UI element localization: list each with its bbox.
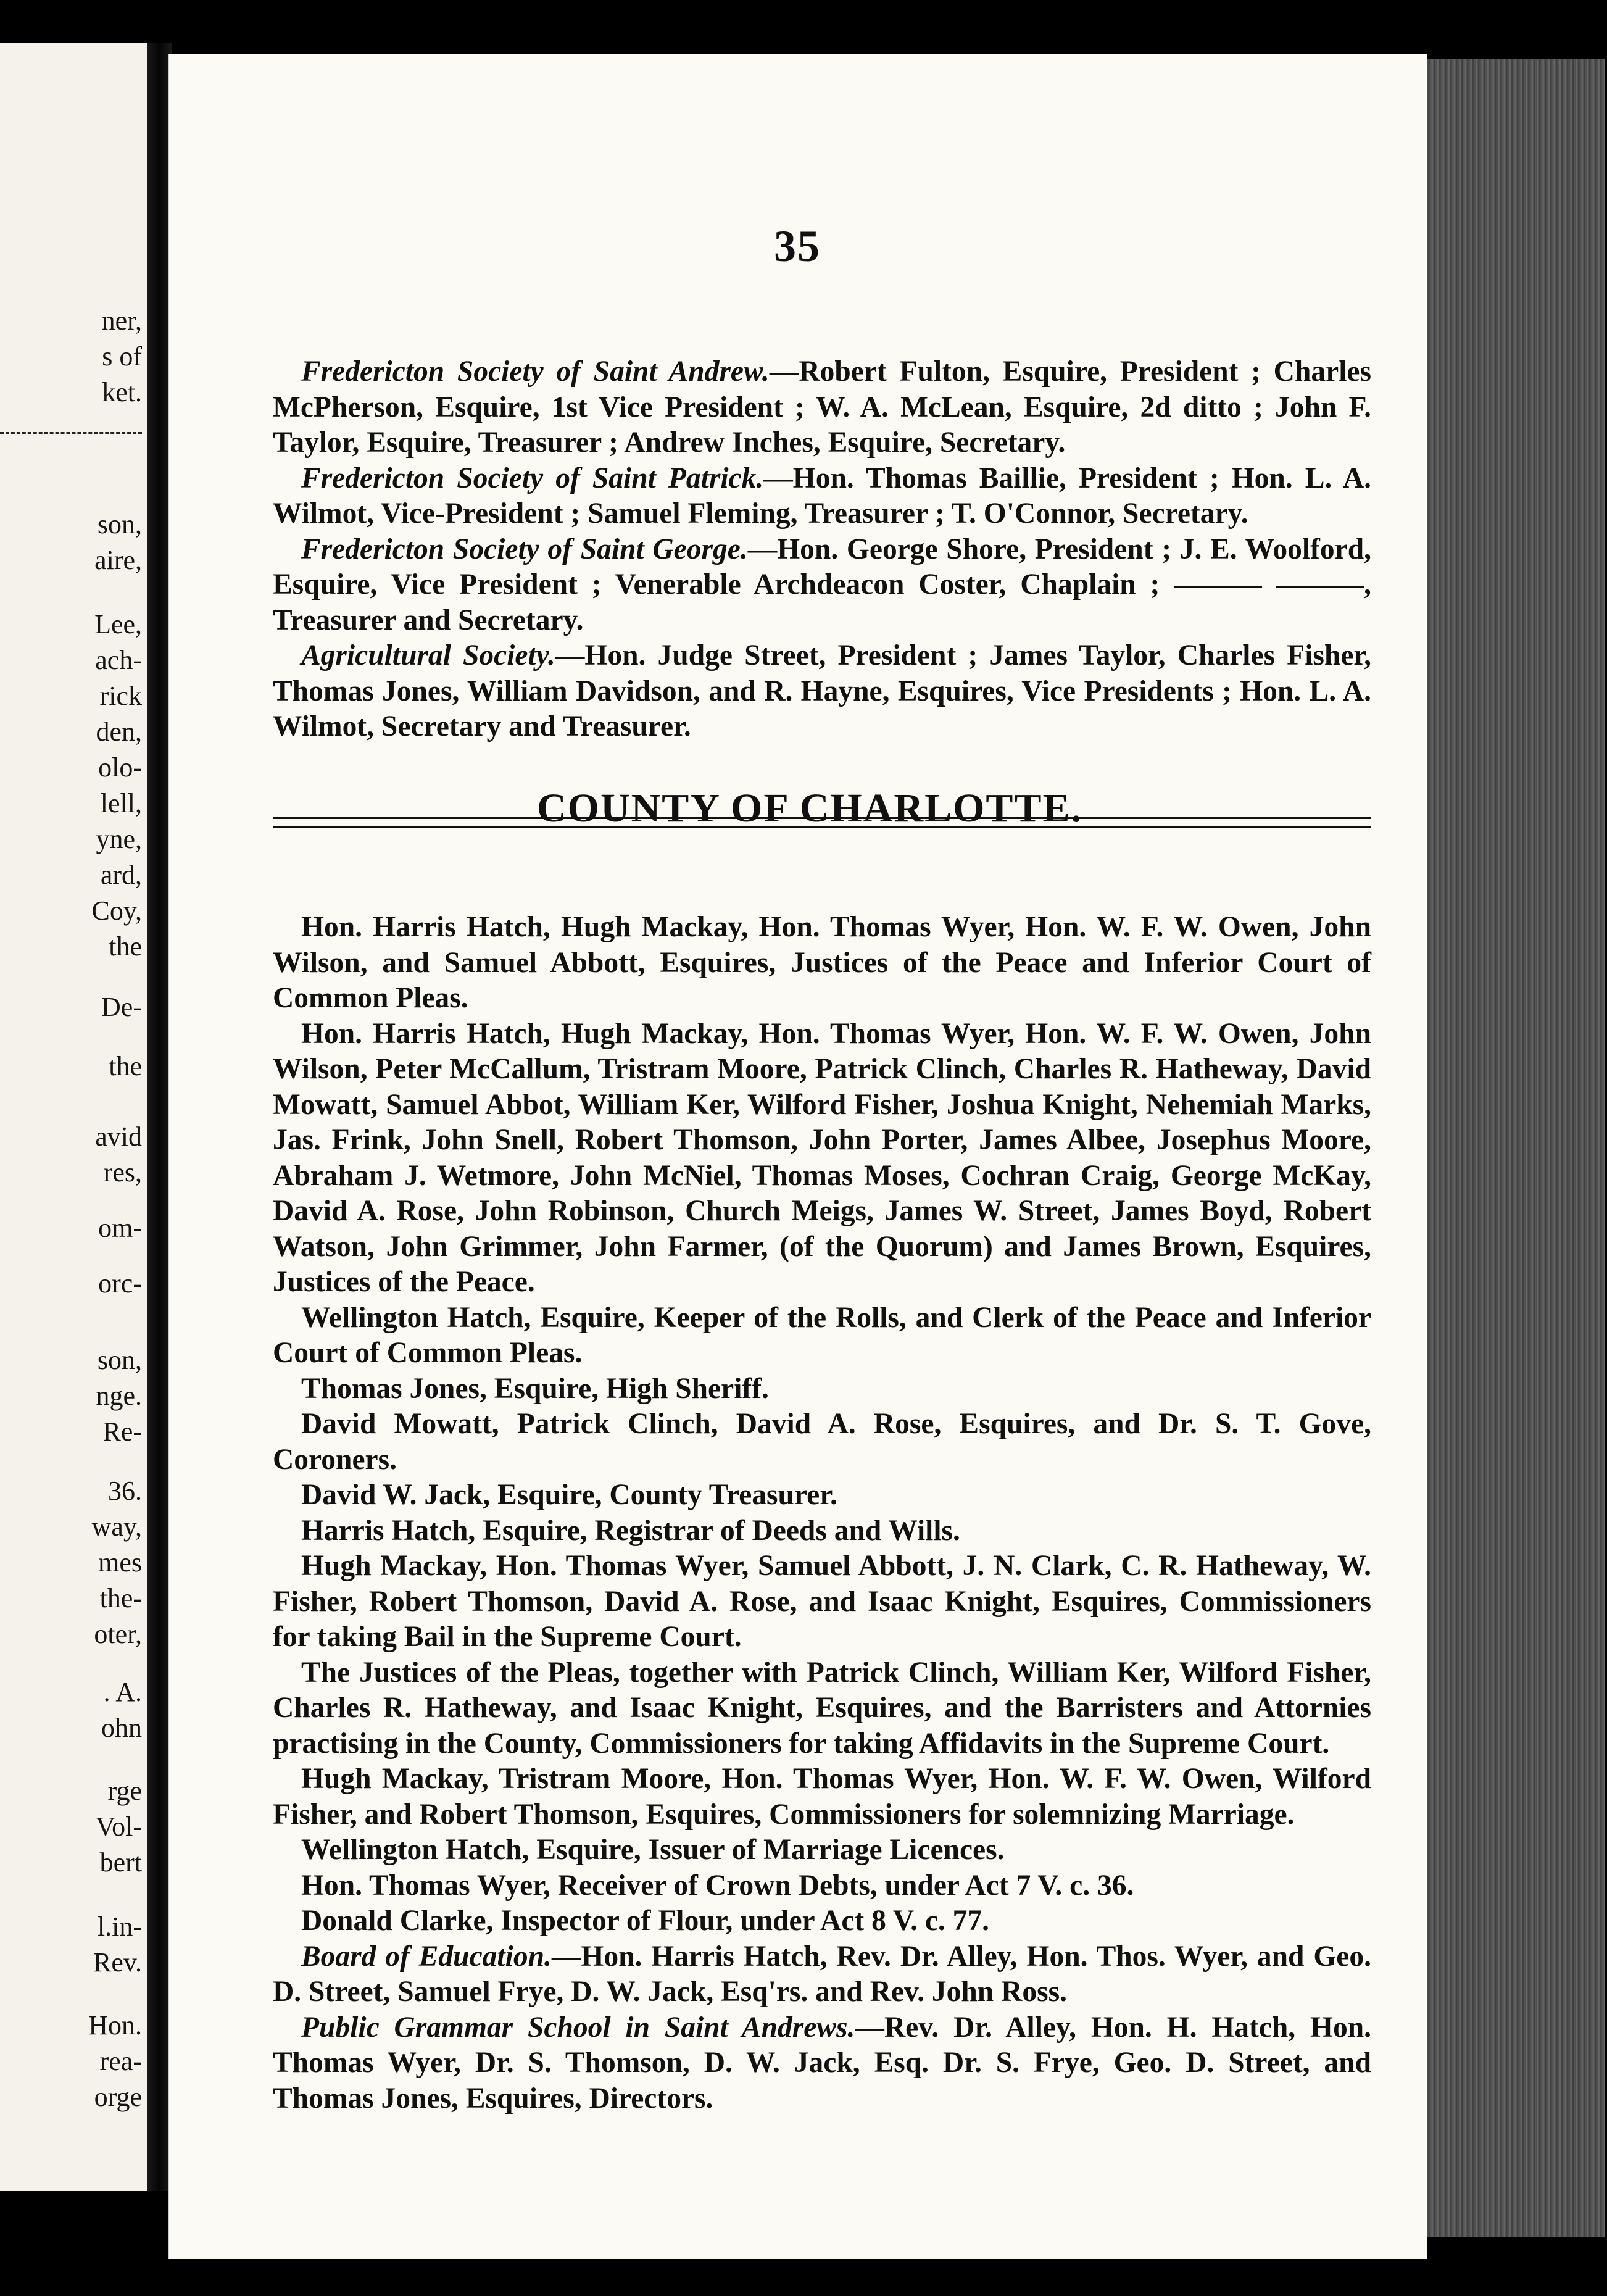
paragraph [273,910,1371,1017]
left-page-fragment: res, [103,1157,142,1188]
left-page-fragment: rge [107,1776,142,1806]
left-page-fragment: rick [99,681,142,711]
paragraph [273,1832,1371,1868]
left-page-fragment: s of [102,341,142,372]
paragraph-text: —Hon. Harris Hatch, Rev. Dr. Alley, Hon. Thos. Wyer, and Geo. D. Street, Samuel Frye, D. W. Jack, Esq'rs. and Rev. John Ross. [273,1940,1371,2008]
paragraph-text: Wellington Hatch, Esquire, Keeper of the Rolls, and Clerk of the Peace and Inferior Court of Common Pleas. [273,1301,1371,1369]
paragraph-text: —Robert Fulton, Esquire, President ; Charles McPherson, Esquire, 1st Vice President ; W. A. McLean, Esquire, 2d ditto ; John F. Taylor, Esquire, Treasurer ; Andrew Inches, Esquire, Secretary. [273,356,1371,459]
left-page-fragment: yne, [96,824,142,854]
left-page-fragment: son, [97,1345,142,1375]
left-page-fragment: den, [96,717,142,747]
paragraph-heading: Agricultural Society. [301,639,555,672]
paragraph [273,1549,1371,1655]
paragraph-heading: Public Grammar School in Saint Andrews. [301,2011,855,2044]
paragraph-heading: Fredericton Society of Saint Andrew. [301,356,770,388]
left-page-fragment: rea- [99,2046,142,2076]
paragraph [273,2010,1371,2117]
left-page-fragment: l.in- [97,1911,142,1942]
left-page-fragment: way, [91,1512,142,1542]
paragraph-heading: Fredericton Society of Saint George. [301,533,748,565]
paragraph [273,1513,1371,1549]
societies-block [273,354,1371,745]
paragraph-text: —Hon. Thomas Baillie, President ; Hon. L. A. Wilmot, Vice-President ; Samuel Fleming, Treasurer ; T. O'Connor, Secretary. [273,462,1372,530]
page-edges [1419,59,1605,2237]
paragraph-text: Thomas Jones, Esquire, High Sheriff. [301,1372,769,1405]
left-page-fragment: orge [94,2082,142,2112]
paragraph-text: The Justices of the Pleas, together with Patrick Clinch, William Ker, Wilford Fisher, Charles R. Hatheway, and Isaac Knight, Esquires, and the Barristers and Attornies practising in the County, Commissioners for taking Affidavits in the Supreme Court. [273,1656,1371,1760]
paragraph-text: Wellington Hatch, Esquire, Issuer of Marriage Licences. [301,1834,1005,1866]
paragraph [273,1407,1371,1478]
section-heading: COUNTY OF CHARLOTTE. [536,786,1082,831]
paragraph [273,461,1371,532]
paragraph [273,354,1371,461]
paragraph-heading: Fredericton Society of Saint Patrick. [301,462,764,494]
paragraph [273,1371,1371,1407]
paragraph-text: Hugh Mackay, Tristram Moore, Hon. Thomas Wyer, Hon. W. F. W. Owen, Wilford Fisher, and Robert Thomson, Esquires, Commissioners for solemnizing Marriage. [273,1763,1371,1831]
paragraph [273,638,1371,745]
left-page-fragment: Rev. [93,1947,142,1978]
left-page-fragment: ket. [102,377,142,407]
paragraph-text: Hon. Thomas Wyer, Receiver of Crown Debts, under Act 7 V. c. 36. [301,1869,1134,1902]
paragraph-text: David W. Jack, Esquire, County Treasurer. [301,1479,837,1511]
page-number: 35 [774,222,821,271]
paragraph [273,532,1371,639]
left-page-fragment: the [109,1051,142,1081]
paragraph [273,1762,1371,1832]
paragraph-text: —Rev. Dr. Alley, Hon. H. Hatch, Hon. Thomas Wyer, Dr. S. Thomson, D. W. Jack, Esq. Dr. S. Frye, Geo. D. Street, and Thomas Jones, Esquires, Directors. [273,2011,1371,2115]
left-page-fragment: the- [99,1583,142,1613]
paragraph [273,1939,1371,2010]
left-page-fragment: olo- [98,752,142,783]
paragraph-text: —Hon. George Shore, President ; J. E. Woolford, Esquire, Vice President ; Venerable Archdeacon Coster, Chaplain ; ——— ———, Treasurer and Secretary. [273,533,1371,636]
paragraph [273,1478,1371,1513]
left-page-fragment: ner, [101,306,142,336]
paragraph-text: Donald Clarke, Inspector of Flour, under Act 8 V. c. 77. [301,1905,990,1937]
left-page-fragment: . A. [103,1677,142,1707]
left-page-fragment: ard, [100,860,142,890]
left-page-fragment: avid [95,1121,142,1152]
paragraph-text: Hugh Mackay, Hon. Thomas Wyer, Samuel Abbott, J. N. Clark, C. R. Hatheway, W. Fisher, Robert Thomson, David A. Rose, and Isaac Knight, Esquires, Commissioners for taking Bail in the Supreme Court. [273,1550,1371,1653]
paragraph [273,1017,1371,1300]
left-page-fragment: lell, [100,788,142,818]
left-page-fragment: Coy, [91,896,142,926]
paragraph-text: Hon. Harris Hatch, Hugh Mackay, Hon. Thomas Wyer, Hon. W. F. W. Owen, John Wilson, and Samuel Abbott, Esquires, Justices of the Peace and Inferior Court of Common Pleas. [273,911,1371,1014]
left-page-fragment: ohn [101,1713,142,1743]
left-page-fragment: 36. [108,1476,142,1506]
left-page-rule [0,432,142,438]
county-block [273,910,1371,2116]
left-page-fragment: om- [98,1213,142,1243]
left-page-fragment: the [109,931,142,962]
left-page-fragment: mes [98,1547,142,1578]
left-page-fragment: nge. [96,1381,142,1411]
paragraph [273,1655,1371,1762]
paragraph [273,1300,1371,1371]
left-page-fragment: Re- [102,1416,142,1447]
paragraph [273,1868,1371,1904]
paragraph-text: —Hon. Judge Street, President ; James Taylor, Charles Fisher, Thomas Jones, William Davidson, and R. Hayne, Esquires, Vice Presidents ; Hon. L. A. Wilmot, Secretary and Treasurer. [273,639,1372,742]
left-page-fragment: ach- [95,645,142,675]
left-page-fragment: orc- [98,1268,142,1299]
paragraph-text: Harris Hatch, Esquire, Registrar of Deeds and Wills. [301,1514,960,1547]
left-page-fragment: aire, [94,545,142,575]
paragraph [273,1903,1371,1939]
paragraph-text: Hon. Harris Hatch, Hugh Mackay, Hon. Thomas Wyer, Hon. W. F. W. Owen, John Wilson, Peter McCallum, Tristram Moore, Patrick Clinch, Charles R. Hatheway, David Mowatt, Samuel Abbot, William Ker, Wilford Fisher, Joshua Knight, Nehemiah Marks, Jas. Frink, John Snell, Robert Thomson, John Porter, James Albee, Josephus Moore, Abraham J. Wetmore, John McNiel, Thomas Moses, Cochran Craig, George McKay, David A. Rose, John Robinson, Church Meigs, James W. Street, James Boyd, Robert Watson, John Grimmer, John Farmer, (of the Quorum) and James Brown, Esquires, Justices of the Peace. [273,1017,1371,1298]
left-page-fragment: De- [101,992,142,1022]
left-page-fragment: Vol- [96,1811,142,1842]
left-page-fragment: oter, [94,1619,142,1649]
book-page [168,54,1427,2259]
paragraph-text: David Mowatt, Patrick Clinch, David A. Rose, Esquires, and Dr. S. T. Gove, Coroners. [273,1408,1371,1476]
adjacent-left-page [0,43,147,2191]
left-page-fragment: Hon. [88,2010,142,2040]
left-page-fragment: son, [97,509,142,539]
left-page-fragment: bert [99,1847,142,1878]
paragraph-heading: Board of Education. [301,1940,552,1973]
left-page-fragment: Lee, [94,609,142,639]
